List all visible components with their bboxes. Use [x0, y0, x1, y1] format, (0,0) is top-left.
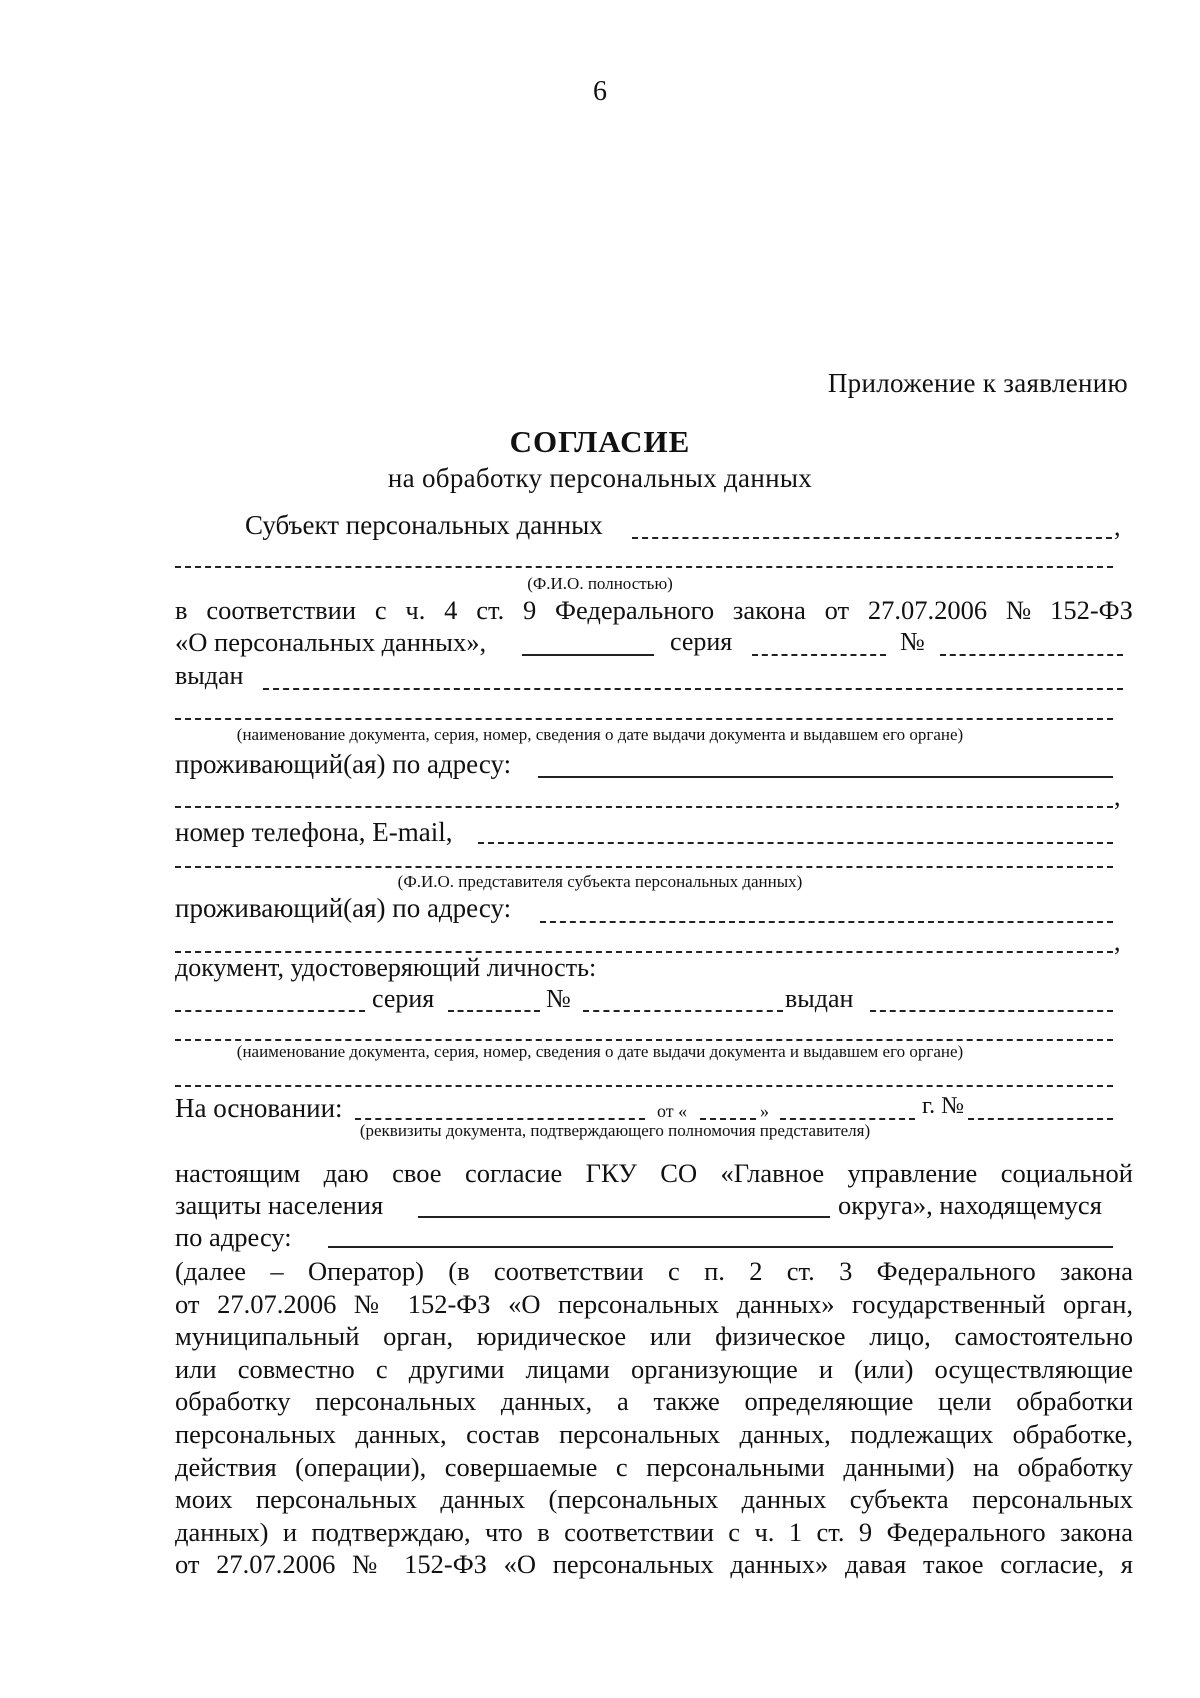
number-field[interactable] — [940, 654, 1123, 656]
law-name: «О персональных данных», — [175, 627, 487, 657]
body-line: или совместно с другими лицами организующие и (или) осуществляющие — [175, 1353, 1133, 1384]
address-field[interactable] — [538, 776, 1113, 778]
rep-document-type-field[interactable] — [175, 1010, 365, 1012]
body-line: от 27.07.2006 № 152-ФЗ «О персональных данных» давая такое согласие, я — [175, 1549, 1133, 1580]
subject-label: Субъект персональных данных — [245, 510, 603, 540]
consent-line-2b: округа», находящемуся — [838, 1190, 1102, 1220]
caption-document: (наименование документа, серия, номер, сведения о дате выдачи документа и выдавшем его органе) — [236, 725, 964, 744]
number-sign: № — [900, 627, 925, 656]
rep-number-field[interactable] — [583, 1010, 783, 1012]
issued-label: выдан — [175, 661, 244, 690]
address-field-2[interactable] — [175, 806, 1113, 808]
consent-body — [175, 1255, 1133, 1581]
rep-number-sign: № — [546, 984, 571, 1013]
phone-email-field[interactable] — [478, 842, 1113, 844]
address-comma: , — [1114, 782, 1121, 811]
rep-issued-label: выдан — [785, 984, 854, 1013]
rep-issued-field[interactable] — [870, 1010, 1113, 1012]
basis-from: от « — [657, 1101, 688, 1121]
phone-label: номер телефона, E-mail, — [175, 817, 453, 847]
series-label: серия — [670, 627, 733, 656]
basis-day-field[interactable] — [700, 1118, 756, 1120]
law-line-word: в — [175, 595, 188, 625]
caption-fio: (Ф.И.О. полностью) — [527, 574, 673, 593]
representative-name-field[interactable] — [175, 866, 1113, 868]
address-label: проживающий(ая) по адресу: — [175, 749, 512, 779]
rep-address-comma: , — [1114, 927, 1121, 956]
series-field[interactable] — [752, 654, 886, 656]
caption-basis: (реквизиты документа, подтверждающего полномочия представителя) — [359, 1121, 871, 1140]
law-line-word: Федерального — [555, 595, 715, 625]
rep-series-label: серия — [372, 984, 435, 1013]
law-line-word: ч. — [405, 595, 426, 625]
consent-line-1: настоящим даю свое согласие ГКУ СО «Главное управление социальной — [175, 1158, 1133, 1188]
subject-comma: , — [1114, 512, 1121, 541]
caption-representative: (Ф.И.О. представителя субъекта персональных данных) — [397, 872, 803, 891]
rep-address-label: проживающий(ая) по адресу: — [175, 893, 512, 923]
law-line-word: 152-ФЗ — [1050, 595, 1133, 625]
body-line: обработку персональных данных, а также определяющие цели обработки — [175, 1386, 1133, 1417]
body-line: данных) и подтверждаю, что в соответствии с ч. 1 ст. 9 Федерального закона — [175, 1516, 1133, 1547]
rep-issued-field-3[interactable] — [175, 1085, 1113, 1087]
consent-line-2a: защиты населения — [175, 1190, 384, 1220]
id-document-label: документ, удостоверяющий личность: — [175, 953, 597, 982]
document-type-field[interactable] — [522, 654, 654, 656]
basis-quote-close: » — [760, 1101, 769, 1121]
rep-issued-field-2[interactable] — [175, 1039, 1113, 1041]
body-line: от 27.07.2006 № 152-ФЗ «О персональных данных» государственный орган, — [175, 1288, 1133, 1319]
body-line: моих персональных данных (персональных данных субъекта персональных — [175, 1484, 1133, 1515]
law-line-word: 4 — [444, 595, 458, 625]
appendix-label: Приложение к заявлению — [827, 368, 1128, 398]
law-line-word: ст. — [476, 595, 505, 625]
basis-month-field[interactable] — [780, 1118, 915, 1120]
subject-name-field[interactable] — [632, 537, 1112, 539]
basis-number-field[interactable] — [968, 1118, 1113, 1120]
page-number: 6 — [593, 76, 607, 107]
consent-line-3: по адресу: — [175, 1222, 292, 1252]
basis-year: г. № — [922, 1093, 965, 1119]
rep-series-field[interactable] — [448, 1010, 540, 1012]
body-line: (далее – Оператор) (в соответствии с п. 2 ст. 3 Федерального закона — [175, 1256, 1133, 1286]
law-line — [175, 595, 1133, 626]
law-line-word: закона — [732, 595, 806, 625]
issued-field-2[interactable] — [175, 718, 1113, 720]
law-line-word: № — [1005, 595, 1032, 625]
body-line: персональных данных, состав персональных данных, подлежащих обработке, — [175, 1418, 1133, 1449]
law-line-word: 27.07.2006 — [867, 595, 988, 625]
caption-document-2: (наименование документа, серия, номер, сведения о дате выдачи документа и выдавшем его органе) — [236, 1042, 964, 1061]
law-line-word: 9 — [523, 595, 537, 625]
document-subtitle: на обработку персональных данных — [387, 463, 813, 493]
body-line: действия (операции), совершаемые с персональными данными) на обработку — [175, 1451, 1133, 1482]
issued-field[interactable] — [263, 688, 1123, 690]
basis-document-field[interactable] — [355, 1118, 645, 1120]
subject-name-field-2[interactable] — [175, 566, 1113, 568]
document-title: СОГЛАСИЕ — [509, 424, 691, 459]
basis-label: На основании: — [175, 1093, 343, 1123]
operator-address-field[interactable] — [328, 1246, 1113, 1248]
law-line-word: с — [374, 595, 387, 625]
rep-address-field[interactable] — [540, 921, 1113, 923]
law-line-word: соответствии — [206, 595, 357, 625]
district-field[interactable] — [418, 1216, 830, 1218]
body-line: муниципальный орган, юридическое или физическое лицо, самостоятельно — [175, 1321, 1133, 1352]
law-line-word: от — [824, 595, 850, 625]
